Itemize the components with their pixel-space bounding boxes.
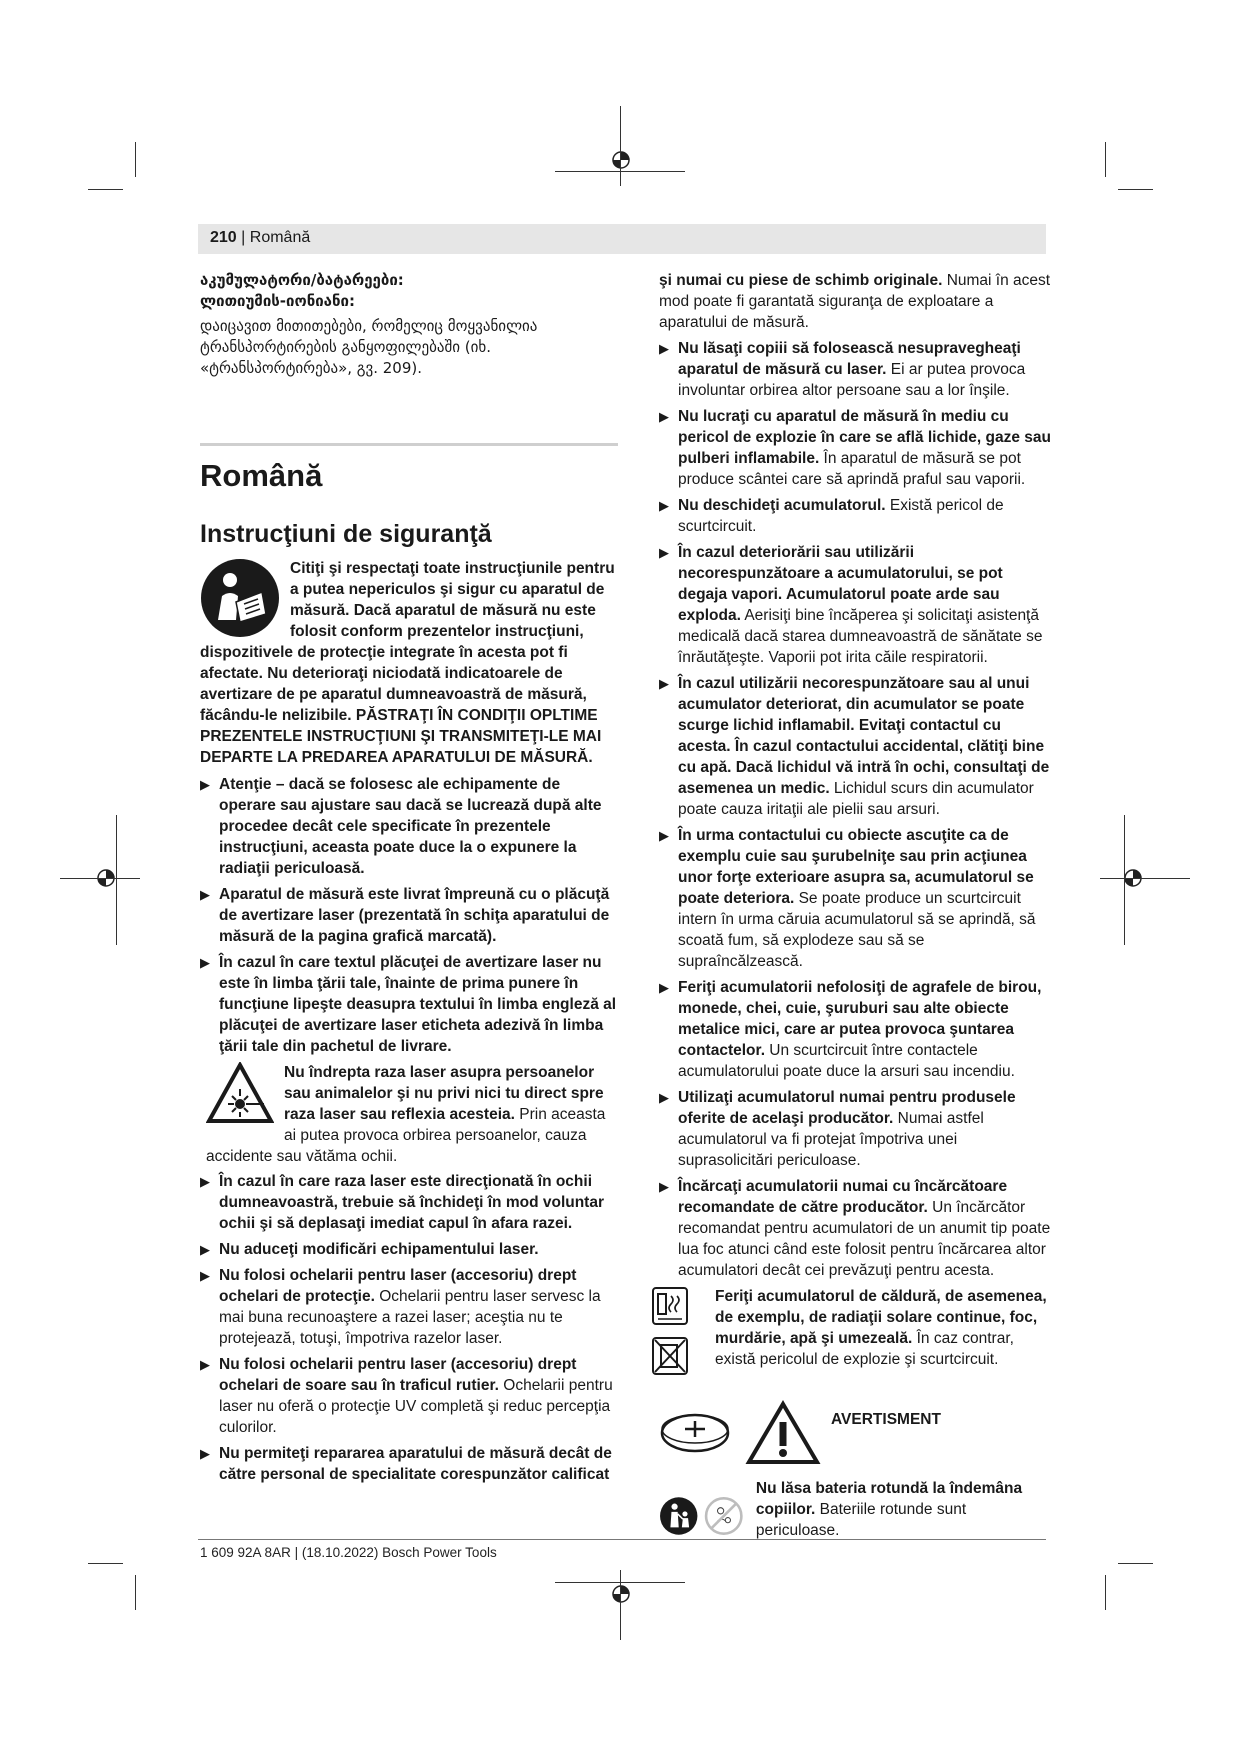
heat-warning-regular: În caz contrar, există pericolul de explozie şi scurtcircuit. <box>715 1330 1014 1368</box>
bullet-arrow-icon: ▶ <box>200 777 210 792</box>
header-section: Română <box>249 229 311 246</box>
crop-mark <box>1100 878 1190 879</box>
crop-mark <box>1105 142 1106 177</box>
crop-mark <box>1124 815 1125 945</box>
right-column <box>659 270 1051 1554</box>
bullet-text: Aerisiţi bine încăperea şi solicitaţi asistenţă medicală dacă starea dumneavoastră de sănătate se înrăutăţeşte. Vaporii pot irita căile respiratorii. <box>678 607 1043 666</box>
bullet-arrow-icon: ▶ <box>200 955 210 970</box>
battery-temperature-icon <box>649 1286 691 1326</box>
bullet-text: Un scurtcircuit între contactele acumulatorului poate duce la arsuri sau incendiu. <box>678 1042 1015 1080</box>
language-title: Română <box>200 458 323 493</box>
bullet-text: Lichidul scurs din acumulator poate cauza iritaţii ale pielii sau arsuri. <box>678 780 1034 818</box>
keep-away-from-children-icon <box>659 1478 698 1554</box>
heat-warning-text <box>659 1286 1051 1370</box>
coin-battery-warning-text <box>756 1478 1051 1541</box>
list-item <box>200 1354 618 1438</box>
bullet-bold: Nu folosi ochelarii pentru laser (accesoriu) drept ochelari de protecţie. <box>219 1267 577 1305</box>
list-item <box>200 952 618 1057</box>
footer-text: 1 609 92A 8AR | (18.10.2022) Bosch Power Tools <box>200 1545 497 1560</box>
bullet-bold: În cazul în care raza laser este direcţionată în ochii dumneavoastră, trebuie să închideţi în mod voluntar ochii şi să deplasaţi imediat capul în afara razei. <box>219 1173 604 1232</box>
coin-battery-warning-row <box>659 1478 1051 1554</box>
bullet-arrow-icon: ▶ <box>659 409 669 424</box>
bullet-text: Se poate produce un scurtcircuit intern în urma căruia acumulatorul să se aprindă, să scoată fum, să explodeze sau să se supraîncălzească. <box>678 890 1036 970</box>
list-item <box>659 977 1051 1082</box>
heat-icons <box>649 1286 709 1382</box>
crop-mark <box>60 878 140 879</box>
bullet-bold: Atenţie – dacă se folosesc ale echipamente de operare sau ajustare sau dacă se lucrează după alte procedee decât cele specificate în prezentele instrucţiuni, aceasta poate duce la o expunere la radiaţii periculoasă. <box>219 776 602 877</box>
bullet-arrow-icon: ▶ <box>200 1268 210 1283</box>
list-item <box>659 495 1051 537</box>
bullet-bold: În cazul utilizării necorespunzătoare sau al unui acumulator deteriorat, din acumulator se poate scurge lichid inflamabil. Evitaţi contactul cu acesta. În cazul contactului accidental, clătiţi bine cu apă. Dacă lichidul vă intră în ochi, consultaţi de asemenea un medic. <box>678 675 1050 797</box>
header-label <box>210 229 310 247</box>
crop-mark <box>135 142 136 177</box>
footer-divider <box>198 1539 1046 1540</box>
bullet-arrow-icon: ▶ <box>659 828 669 843</box>
left-column <box>200 270 618 1490</box>
list-item <box>659 1087 1051 1171</box>
list-item <box>659 673 1051 820</box>
list-item <box>659 825 1051 972</box>
crop-mark <box>88 1563 123 1564</box>
list-item <box>200 774 618 879</box>
bullet-arrow-icon: ▶ <box>659 676 669 691</box>
list-item <box>659 406 1051 490</box>
bullet-bold: Nu aduceţi modificări echipamentului laser. <box>219 1241 539 1258</box>
bullet-arrow-icon: ▶ <box>659 980 669 995</box>
heat-warning-bold: Feriţi acumulatorul de căldură, de asemenea, de exemplu, de radiaţii solare continue, foc, murdărie, apă şi umezeală. <box>715 1288 1047 1347</box>
list-item <box>200 1239 618 1260</box>
bullet-bold: Nu deschideţi acumulatorul. <box>678 497 886 514</box>
crop-mark <box>135 1575 136 1610</box>
list-item <box>200 884 618 947</box>
bullet-bold: Încărcaţi acumulatorii numai cu încărcătoare recomandate de către producător. <box>678 1178 1008 1216</box>
bullet-arrow-icon: ▶ <box>659 1179 669 1194</box>
bullet-arrow-icon: ▶ <box>200 1242 210 1257</box>
list-item <box>200 1265 618 1349</box>
bullet-bold: În cazul în care textul plăcuţei de avertizare laser nu este în limba ţării tale, înainte de prima punere în funcţiune lipeşte deasupra textului în limba engleză al plăcuţei de avertizare laser eticheta adezivă în limba ţării tale din pachetul de livrare. <box>219 954 617 1055</box>
crop-mark <box>88 189 123 190</box>
avertisment-row <box>659 1400 1051 1466</box>
list-item <box>200 1171 618 1234</box>
heat-warning-block <box>659 1286 1051 1386</box>
page-header <box>198 224 1046 254</box>
bullet-list <box>659 338 1051 1281</box>
laser-warning-bold: Nu îndrepta raza laser asupra persoanelor sau animalelor şi nu privi nici tu direct spre raza laser sau reflexia acesteia. <box>284 1064 604 1123</box>
bullet-text: Numai astfel acumulatorul va fi protejat împotriva unei suprasolicitări periculoase. <box>678 1110 984 1169</box>
bullet-arrow-icon: ▶ <box>200 1174 210 1189</box>
laser-warning-icon <box>206 1062 274 1124</box>
georgian-heading: ლითიუმის-იონიანი: <box>200 292 355 310</box>
bullet-list <box>200 1171 618 1485</box>
bullet-arrow-icon: ▶ <box>200 1446 210 1461</box>
coin-warning-regular: Bateriile rotunde sunt periculoase. <box>755 1501 967 1539</box>
bullet-arrow-icon: ▶ <box>659 341 669 356</box>
section-divider <box>200 443 618 446</box>
crop-mark <box>1118 1563 1153 1564</box>
intro-text: Citiţi şi respectaţi toate instrucţiunile pentru a putea nepericulos şi sigur cu aparatul de măsură. Dacă aparatul de măsură nu este folosit conform prezentelor instrucţiuni, dispozitivele de protecţie integrate în acesta pot fi afectate. Nu deterioraţi niciodată indicatoarele de avertizare de pe aparatul dumneavoastră de măsură, făcându-le nelizibile. PĂSTRAŢI ÎN CONDIŢII OPLTIME PREZENTELE INSTRUCŢIUNI ŞI TRANSMITEŢI-LE MAI DEPARTE LA PREDAREA APARATULUI DE MĂSURĂ. <box>200 560 615 766</box>
bullet-bold: Nu lucraţi cu aparatul de măsură în mediu cu pericol de explozie în care se află lichide, gaze sau pulberi inflamabile. <box>678 408 1052 467</box>
bullet-bold: Aparatul de măsură este livrat împreună cu o plăcuţă de avertizare laser (prezentată în schiţa aparatului de măsură de la pagina grafică marcată). <box>219 886 610 945</box>
crop-mark <box>116 815 117 945</box>
read-manual-icon <box>200 558 280 638</box>
header-separator: | <box>241 229 246 246</box>
battery-no-water-icon <box>649 1336 691 1376</box>
bullet-arrow-icon: ▶ <box>200 887 210 902</box>
section-title: Instrucţiuni de siguranţă <box>200 520 492 548</box>
crop-mark <box>1105 1575 1106 1610</box>
crop-mark <box>1118 189 1153 190</box>
list-item <box>659 338 1051 401</box>
list-item <box>659 542 1051 668</box>
crop-mark <box>620 106 621 186</box>
list-item <box>200 1443 618 1485</box>
bullet-text: Ei ar putea provoca involuntar orbirea altor persoane sau a lor înşile. <box>678 361 1026 399</box>
bullet-bold: Feriţi acumulatorii nefolosiţi de agrafele de birou, monede, chei, cuie, şuruburi sau alte obiecte metalice mici, care ar putea provoca şuntarea contactelor. <box>678 979 1042 1059</box>
bullet-text: În aparatul de măsură se pot produce scântei care să aprindă praful sau vaporii. <box>678 450 1026 488</box>
bullet-list <box>200 774 618 1057</box>
bullet-text: Ochelarii pentru laser nu oferă o protecţie UV completă şi reduc percepţia culorilor. <box>219 1377 613 1436</box>
bullet-text: Un încărcător recomandat pentru acumulatori de un anumit tip poate lua foc atunci când este folosit pentru încărcarea altor acumulatori decât cei prevăzuţi pentru acesta. <box>678 1199 1051 1279</box>
bullet-bold: În urma contactului cu obiecte ascuţite ca de exemplu cuie sau şurubelniţe sau prin acţiunea unor forţe exterioare asupra sa, acumulatorul se poate deteriora. <box>678 827 1034 907</box>
continued-text: Numai în acest mod poate fi garantată siguranţa de exploatare a aparatului de măsură. <box>659 272 1051 331</box>
list-item <box>659 1176 1051 1281</box>
registration-mark-icon <box>609 148 633 172</box>
coin-battery-icon <box>659 1411 731 1455</box>
georgian-paragraph: დაიცავით მითითებები, რომელიც მოყვანილია ტრანსპორტირების განყოფილებაში (იხ. «ტრანსპორტირება», გვ. 209). <box>200 317 538 377</box>
bullet-bold: Nu folosi ochelarii pentru laser (accesoriu) drept ochelari de soare sau în traficul rutier. <box>219 1356 577 1394</box>
no-swallow-battery-icon <box>704 1478 743 1554</box>
bullet-text: Există pericol de scurtcircuit. <box>678 497 1004 535</box>
coin-warning-bold: Nu lăsa bateria rotundă la îndemâna copiilor. <box>755 1480 1023 1518</box>
laser-warning-block <box>206 1062 618 1167</box>
laser-warning-regular: Prin aceasta ai putea provoca orbirea persoanelor, cauza accidente sau vătăma ochii. <box>206 1106 606 1165</box>
bullet-bold: Utilizaţi acumulatorul numai pentru produsele oferite de acelaşi producător. <box>678 1089 1016 1127</box>
bullet-arrow-icon: ▶ <box>659 498 669 513</box>
bullet-arrow-icon: ▶ <box>200 1357 210 1372</box>
crop-mark <box>620 1570 621 1640</box>
registration-mark-icon <box>609 1582 633 1606</box>
bullet-text: Ochelarii pentru laser servesc la mai buna recunoaştere a razei laser; aceştia nu te protejează, totuşi, împotriva razelor laser. <box>219 1288 601 1347</box>
bullet-arrow-icon: ▶ <box>659 1090 669 1105</box>
warning-label: AVERTISMENT <box>831 1410 941 1428</box>
intro-block <box>200 558 618 768</box>
page-number: 210 <box>210 229 237 246</box>
continued-paragraph <box>659 270 1051 333</box>
georgian-heading: აკუმულატორი/ბატარეები: <box>200 271 404 289</box>
bullet-bold: Nu permiteţi repararea aparatului de măsură decât de către personal de specialitate corespunzător calificat <box>219 1445 612 1483</box>
bullet-bold: Nu lăsaţi copiii să folosească nesupravegheaţi aparatul de măsură cu laser. <box>678 340 1021 378</box>
bullet-bold: În cazul deteriorării sau utilizării necorespunzătoare a acumulatorului, se pot degaja vapori. Acumulatorul poate arde sau exploda. <box>678 544 1003 624</box>
bullet-arrow-icon: ▶ <box>659 545 669 560</box>
warning-triangle-icon <box>745 1400 821 1466</box>
continued-bold: şi numai cu piese de schimb originale. <box>659 272 943 289</box>
